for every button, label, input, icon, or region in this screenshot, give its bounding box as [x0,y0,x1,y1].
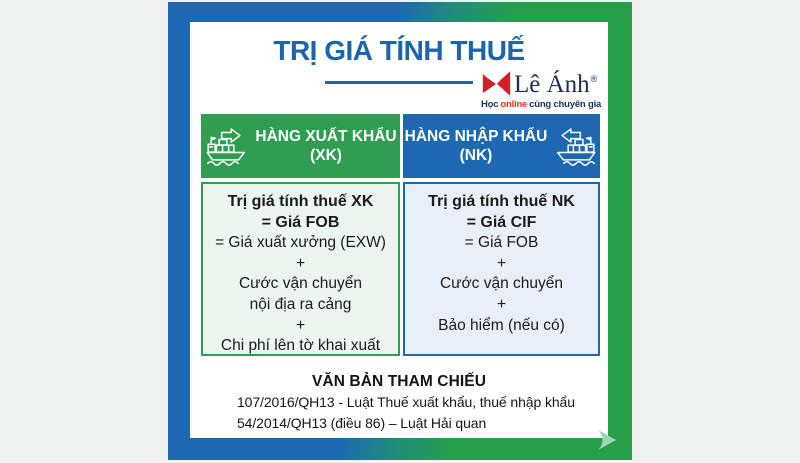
import-formula-line: Bảo hiểm (nếu có) [438,316,565,334]
brand-logo-row [481,70,603,98]
tagline-suffix: cùng chuyên gia [529,99,602,110]
references-list [237,392,575,433]
registered-mark: ® [590,74,598,84]
import-formula-line: Cước vận chuyển [439,275,564,293]
page-title: TRỊ GIÁ TÍNH THUẾ [273,35,525,66]
import-formula-line: Trị giá tính thuế NK [428,193,575,210]
export-formula-line: + [295,254,306,272]
export-header-label [255,127,396,165]
import-formula-line: = Giá CIF [466,213,537,231]
import-formula-line: + [496,295,507,313]
import-formula-line: + [496,254,507,272]
brand-logo-icon [481,70,512,98]
export-formula-line: Chi phí lên tờ khai xuất [220,337,381,355]
import-formula-line: = Giá FOB [464,234,539,252]
title-underline [325,81,473,84]
references-heading: VĂN BẢN THAM CHIẾU [311,373,487,390]
export-formula-line: = Giá xuất xưởng (EXW) [215,234,386,252]
brand-name: Lê Ánh [514,71,590,98]
export-formula-line: nội địa ra cảng [249,295,352,313]
brand-logo [481,70,603,110]
content-card [190,22,608,438]
cargo-ship-export-icon [204,126,248,166]
export-header-line1: HÀNG XUẤT KHẨU [255,128,397,145]
gradient-frame [168,2,632,460]
brand-tagline [481,99,603,110]
export-formula-box [201,182,400,356]
corner-arrow-icon [597,429,617,451]
import-header-line1: HÀNG NHẬP KHẨU [404,128,548,145]
tagline-highlight: online [500,99,528,110]
export-formula-line: + [295,316,306,334]
import-header-line2: (NK) [459,147,493,164]
export-formula-line: Trị giá tính thuế XK [227,193,374,210]
tagline-prefix: Học [481,99,499,110]
import-formula-box [403,182,600,356]
export-formula-line: Cước vận chuyển [238,275,363,293]
import-column-header [403,114,600,178]
export-column-header [201,114,400,178]
reference-item: 54/2014/QH13 (điều 86) – Luật Hải quan [237,414,487,431]
export-formula-line: = Giá FOB [261,213,340,231]
export-header-line2: (XK) [310,147,342,164]
cargo-ship-import-icon [554,126,598,166]
reference-item: 107/2016/QH13 - Luật Thuế xuất khẩu, thuế nhập khẩu [237,394,575,410]
import-header-label [405,127,548,165]
